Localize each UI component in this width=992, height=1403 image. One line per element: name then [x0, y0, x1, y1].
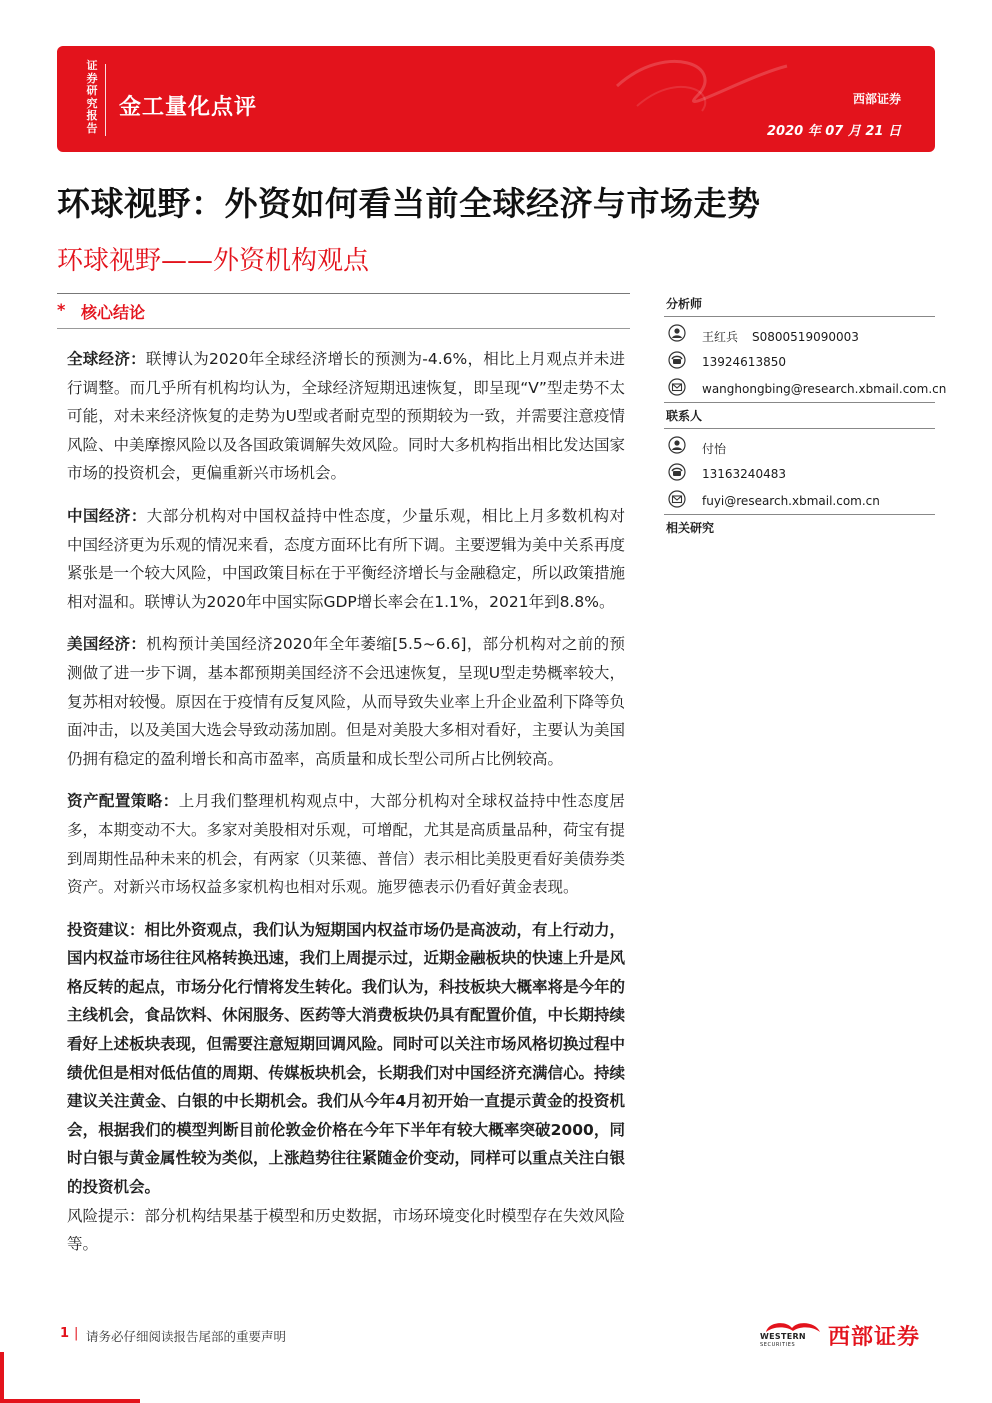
contact-section-title: 联系人: [664, 402, 935, 429]
analyst-email[interactable]: wanghongbing@research.xbmail.com.cn: [702, 382, 947, 396]
paragraph-lead: 中国经济：: [67, 506, 147, 525]
contact-phone: 13163240483: [702, 467, 786, 481]
paragraph-global-economy: [67, 345, 625, 488]
mail-icon: [668, 378, 686, 396]
person-icon: [668, 436, 686, 454]
corner-decoration: [0, 1399, 140, 1403]
related-research-title: 相关研究: [664, 514, 935, 540]
footer-disclaimer: 请务必仔细阅读报告尾部的重要声明: [86, 1329, 287, 1344]
page-title: 环球视野：外资如何看当前全球经济与市场走势: [57, 184, 761, 223]
analyst-phone: 13924613850: [702, 355, 786, 369]
phone-icon: [668, 463, 686, 481]
phone-icon: [668, 351, 686, 369]
paragraph-lead: 资产配置策略：: [67, 792, 179, 811]
paragraph-text: 机构预计美国经济2020年全年萎缩[5.5~6.6]，部分机构对之前的预测做了进一步下调，基本都预期美国经济不会迅速恢复，呈现U型走势概率较大，复苏相对较慢。原因在于疫情有反复风险，从而导致失业率上升企业盈利下降等负面冲击，以及美国大选会导致动荡加剧。但是对美股大多相对看好，主要认为美国仍拥有稳定的盈利增长和高市盈率，高质量和成长型公司所占比例较高。: [67, 635, 626, 768]
paragraph-lead: 全球经济：: [67, 350, 146, 368]
contact-email-row: [664, 487, 935, 514]
logo-chinese-name: 西部证券: [828, 1325, 921, 1350]
contact-email[interactable]: fuyi@research.xbmail.com.cn: [702, 494, 880, 508]
company-logo: [750, 1318, 940, 1352]
analyst-email-row: [664, 375, 947, 402]
paragraph-lead: 美国经济：: [67, 635, 147, 654]
star-icon: *: [57, 300, 66, 319]
paragraph-us-economy: [67, 630, 625, 773]
paragraph-china-economy: [67, 502, 625, 616]
core-conclusion-label: 核心结论: [81, 303, 146, 322]
analyst-name: 王红兵: [702, 330, 739, 344]
core-conclusion-header: [57, 293, 630, 329]
core-conclusion-body: [67, 345, 625, 1259]
paragraph-text: 大部分机构对中国权益持中性态度，少量乐观，相比上月多数机构对中国经济更为乐观的情况来看，态度方面环比有所下调。主要逻辑为美中关系再度紧张是一个较大风险，中国政策目标在于平衡经济增长与金融稳定，所以政策措施相对温和。联博认为2020年中国实际GDP增长率会在1.1%，2021年到8.8%。: [67, 506, 626, 611]
mail-icon: [668, 490, 686, 508]
analyst-phone-row: [664, 348, 935, 375]
page-number: 1: [60, 1326, 70, 1341]
paragraph-investment-advice: 投资建议：相比外资观点，我们认为短期国内权益市场仍是高波动，有上行动力，国内权益市场往往风格转换迅速，我们上周提示过，近期金融板块的快速上升是风格反转的起点，市场分化行情将发生转化。我们认为，科技板块大概率将是今年的主线机会，食品饮料、休闲服务、医药等大消费板块仍具有配置价值，中长期持续看好上述板块表现，但需要注意短期回调风险。同时可以关注市场风格切换过程中绩优但是相对低估值的周期、传媒板块机会，长期我们对中国经济充满信心。持续建议关注黄金、白银的中长期机会。我们从今年4月初开始一直提示黄金的投资机会，根据我们的模型判断目前伦敦金价格在今年下半年有较大概率突破2000，同时白银与黄金属性较为类似，上涨趋势往往紧随金价变动，同样可以重点关注白银的投资机会。: [67, 920, 626, 1197]
logo-english-sub: SECURITIES: [760, 1342, 796, 1348]
report-header-banner: [57, 46, 935, 152]
header-divider: [105, 64, 106, 136]
contact-name: 付怡: [702, 442, 727, 456]
contact-name-row: [664, 433, 935, 460]
page-subtitle: 环球视野——外资机构观点: [57, 246, 370, 276]
sidebar: [664, 293, 947, 540]
paragraph-risk-warning: 风险提示：部分机构结果基于模型和历史数据，市场环境变化时模型存在失效风险等。: [67, 1206, 626, 1254]
contact-phone-row: [664, 460, 935, 487]
logo-english-name: WESTERN: [760, 1332, 806, 1341]
paragraph-text: 上月我们整理机构观点中，大部分机构对全球权益持中性态度居多，本期变动不大。多家对美股相对乐观，可增配，尤其是高质量品种，荷宝有提到周期性品种未来的机会，有两家（贝莱德、普信）表示相比美股更看好美债券类资产。对新兴市场权益多家机构也相对乐观。施罗德表示仍看好黄金表现。: [67, 792, 626, 897]
paragraph-asset-allocation: [67, 787, 625, 901]
analyst-section-title: 分析师: [664, 293, 935, 317]
footer-separator: |: [74, 1326, 79, 1341]
header-brand: 西部证券: [852, 92, 901, 106]
vertical-report-tag: 证 券 研 究 报 告: [86, 59, 98, 135]
report-type: 金工量化点评: [119, 95, 258, 120]
paragraph-text: 联博认为2020年全球经济增长的预测为-4.6%，相比上月观点并未进行调整。而几乎所有机构均认为，全球经济短期迅速恢复，即呈现“V”型走势不太可能，对未来经济恢复的走势为U型或者耐克型的预期较为一致，并需要注意疫情风险、中美摩擦风险以及各国政策调解失效风险。同时大多机构指出相比发达国家市场的投资机会，更偏重新兴市场机会。: [67, 350, 626, 483]
analyst-name-row: [664, 321, 935, 348]
analyst-license: S0800519090003: [752, 330, 859, 344]
corner-decoration: [0, 1352, 4, 1403]
report-date: 2020 年 07 月 21 日: [767, 124, 901, 139]
person-icon: [668, 324, 686, 342]
